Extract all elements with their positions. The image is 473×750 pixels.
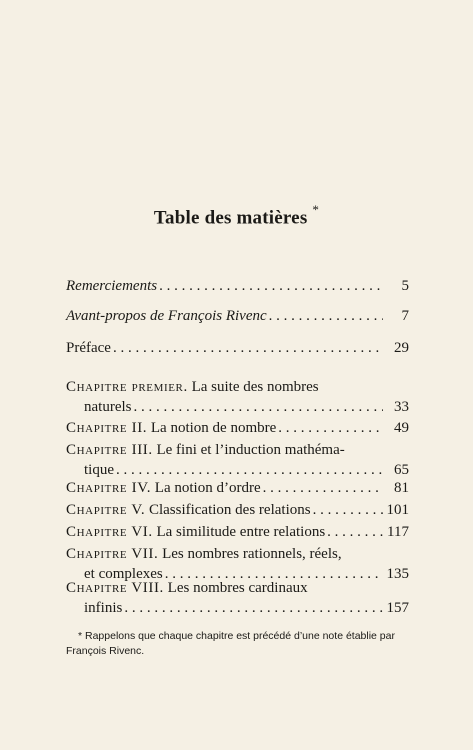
toc-page-number: 7 xyxy=(401,308,409,324)
page-title xyxy=(0,204,473,229)
leader-dots xyxy=(114,460,383,480)
chapter-prefix: Chapitre IV. xyxy=(66,480,152,496)
toc-page-number: 135 xyxy=(386,566,409,582)
toc-page-number: 5 xyxy=(401,278,409,294)
toc-entry-chapitre-6 xyxy=(66,522,409,542)
leader-dots xyxy=(122,598,382,618)
toc-entry-preface xyxy=(66,338,409,358)
chapter-prefix: Chapitre VII. xyxy=(66,546,159,562)
toc-page-number: 101 xyxy=(386,502,409,518)
toc-entry-chapitre-5 xyxy=(66,500,409,520)
chapter-prefix: Chapitre V. xyxy=(66,502,146,518)
toc-page-number: 81 xyxy=(394,480,409,496)
toc-entry-chapitre-4 xyxy=(66,478,409,498)
chapter-prefix: Chapitre III. xyxy=(66,442,153,458)
toc-entry-label: La notion d’ordre xyxy=(154,480,261,496)
leader-dots xyxy=(261,478,383,498)
toc-entry-label-continued: naturels xyxy=(84,399,132,415)
toc-page-number: 49 xyxy=(394,420,409,436)
show-through-text xyxy=(0,40,473,280)
toc-entry-label: Avant-propos de François Rivenc xyxy=(66,308,267,324)
title-footnote-mark: * xyxy=(312,202,320,217)
chapter-prefix: Chapitre II. xyxy=(66,420,148,436)
toc-entry-chapitre-8 xyxy=(66,578,409,618)
toc-entry-chapitre-premier xyxy=(66,377,409,417)
leader-dots xyxy=(325,522,383,542)
leader-dots xyxy=(131,397,383,417)
title-text: Table des matières xyxy=(153,207,308,229)
chapter-prefix: Chapitre VIII. xyxy=(66,580,164,596)
chapter-prefix: Chapitre VI. xyxy=(66,524,153,540)
toc-entry-chapitre-2 xyxy=(66,418,409,438)
toc-page-number: 29 xyxy=(394,340,409,356)
toc-page-number: 117 xyxy=(387,524,409,540)
toc-entry-label: La suite des nombres xyxy=(191,379,319,395)
toc-entry-remerciements xyxy=(66,276,409,296)
toc-entry-label: Remerciements xyxy=(66,278,158,294)
toc-entry-label-continued: et complexes xyxy=(84,566,163,582)
toc-page-number: 157 xyxy=(386,600,409,616)
toc-entry-label: Préface xyxy=(66,340,111,356)
leader-dots xyxy=(111,338,383,358)
toc-page-number: 33 xyxy=(394,399,409,415)
leader-dots xyxy=(267,306,383,326)
toc-entry-label: La notion de nombre xyxy=(150,420,277,436)
toc-entry-avant-propos xyxy=(66,306,409,326)
leader-dots xyxy=(157,276,383,296)
toc-entry-label-continued: tique xyxy=(84,462,114,478)
footnote: * Rappelons que chaque chapitre est précédé d’une note établie par François Rivenc. xyxy=(66,630,395,657)
chapter-prefix: Chapitre premier. xyxy=(66,379,188,395)
toc-entry-label: La similitude entre relations xyxy=(156,524,326,540)
toc-page-number: 65 xyxy=(394,462,409,478)
toc-entry-chapitre-3 xyxy=(66,440,409,480)
leader-dots xyxy=(276,418,383,438)
toc-entry-label: Les nombres rationnels, réels, xyxy=(162,546,342,562)
toc-entry-label: Le fini et l’induction mathéma- xyxy=(156,442,345,458)
toc-entry-label-continued: infinis xyxy=(84,600,123,616)
leader-dots xyxy=(311,500,383,520)
toc-entry-label: Les nombres cardinaux xyxy=(167,580,308,596)
toc-entry-label: Classification des relations xyxy=(148,502,311,518)
